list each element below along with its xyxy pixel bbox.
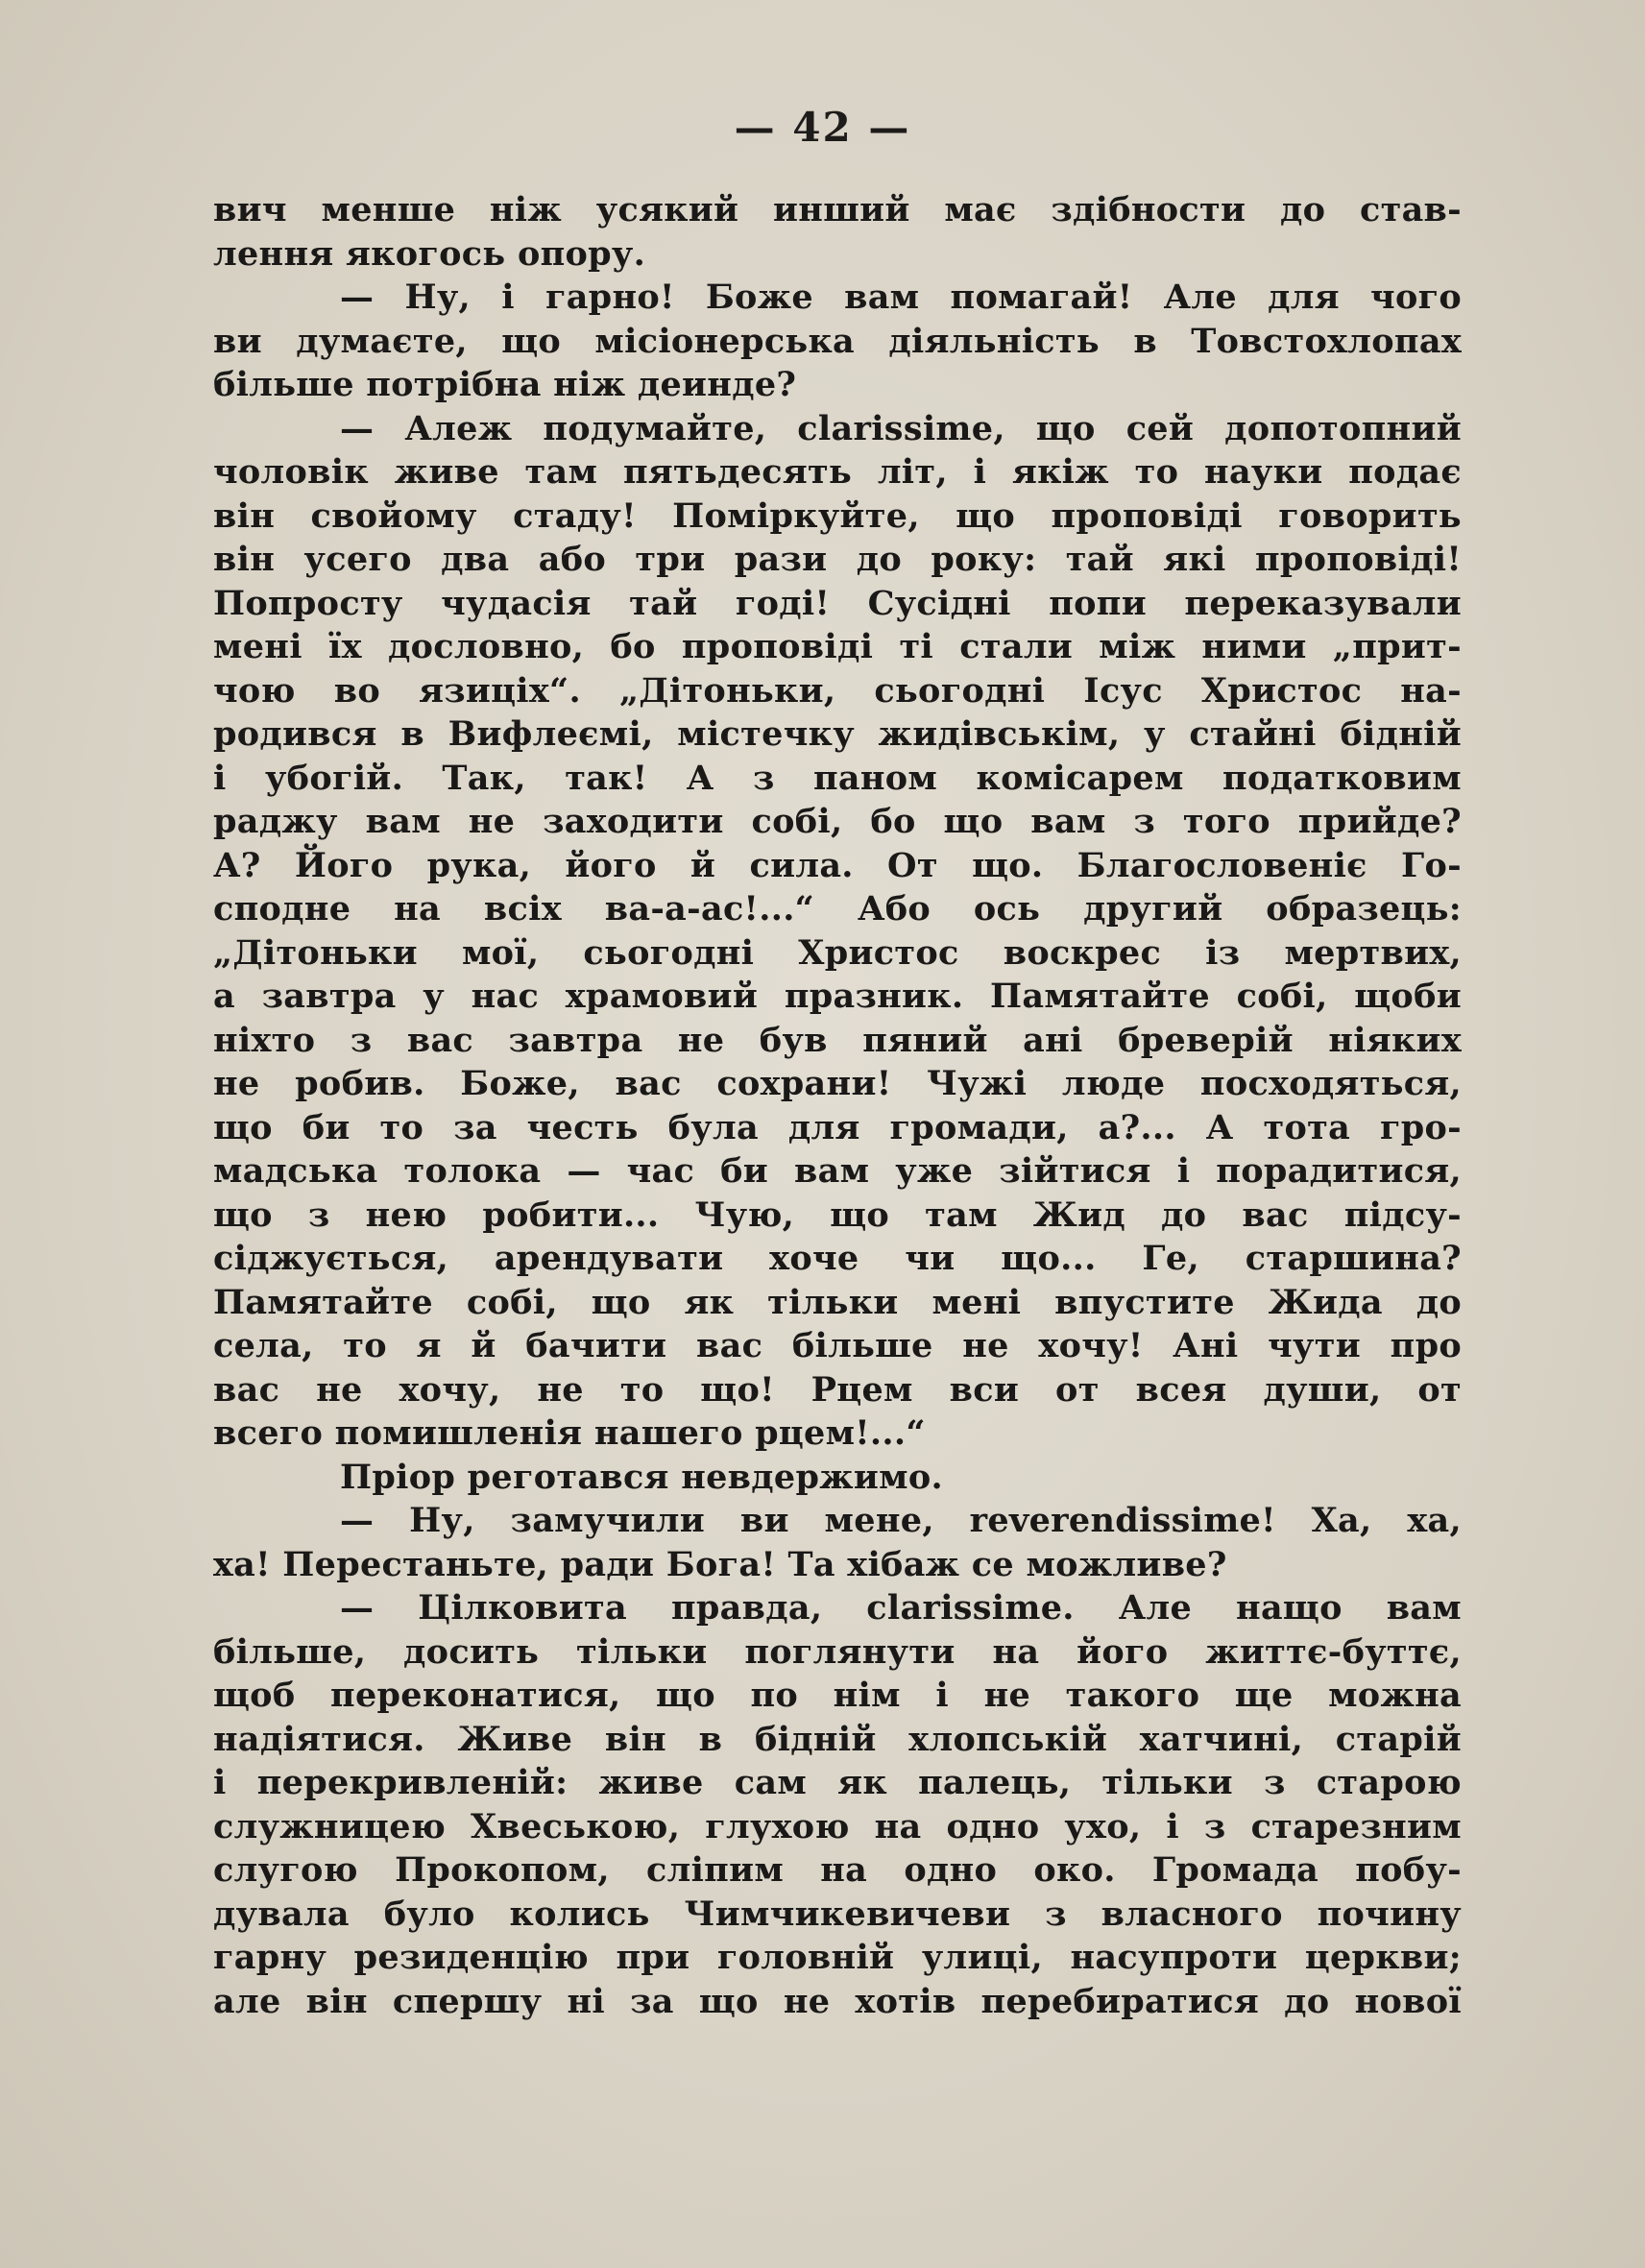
text-line: що з нею робити... Чую, що там Жид до вас підсу- <box>213 1194 1462 1235</box>
text-line: дувала було колись Чимчикевичеви з власного почину <box>213 1894 1462 1934</box>
text-line: — Ну, замучили ви мене, reverendissime! Ха, ха, <box>340 1501 1462 1540</box>
page-number: — 42 — <box>734 104 911 151</box>
text-line: А? Його рука, його й сила. От що. Благословеніє Го- <box>213 845 1462 885</box>
text-line: мені їх дословно, бо проповіді ті стали між ними „прит- <box>213 627 1462 666</box>
text-line: вас не хочу, не то що! Рцем вси от всея души, от <box>213 1369 1462 1410</box>
text-line: служницею Хвеською, глухою на одно ухо, і з старезним <box>213 1806 1462 1846</box>
text-line: чоловік живе там пятьдесять літ, і якіж то науки подає <box>213 452 1462 492</box>
text-line: села, то я й бачити вас більше не хочу! Ані чути про <box>213 1326 1462 1365</box>
text-line: що би то за честь була для громади, а?... А тота гро- <box>213 1107 1462 1147</box>
text-line: всего помишленія нашего рцем!...“ <box>213 1413 926 1453</box>
text-line: вич менше ніж усякий инший має здібности до став- <box>213 190 1462 229</box>
text-line: більше потрібна ніж деинде? <box>213 365 797 404</box>
text-line: і убогій. Так, так! А з паном комісарем податковим <box>213 758 1462 798</box>
text-line: — Цілковита правда, clarissime. Але нащо вам <box>340 1588 1462 1628</box>
text-line: мадська толока — час би вам уже зійтися і порадитися, <box>213 1151 1462 1191</box>
text-line: не робив. Боже, вас сохрани! Чужі люде посходяться, <box>213 1064 1462 1103</box>
text-line: щоб переконатися, що по нім і не такого ще можна <box>213 1676 1462 1715</box>
text-line: Попросту чудасія тай годі! Сусідні попи переказували <box>213 583 1462 623</box>
text-line: слугою Прокопом, сліпим на одно око. Громада побу- <box>213 1850 1462 1890</box>
text-line: „Дітоньки мої, сьогодні Христос воскрес із мертвих, <box>213 932 1462 973</box>
text-line: раджу вам не заходити собі, бо що вам з того прийде? <box>213 802 1462 841</box>
text-line: Памятайте собі, що як тільки мені впустите Жида до <box>213 1282 1462 1322</box>
text-line: а завтра у нас храмовий празник. Памятайте собі, щоби <box>213 977 1462 1016</box>
text-line: він усего два або три рази до року: тай які проповіді! <box>213 540 1462 579</box>
text-line: ха! Перестаньте, ради Бога! Та хібаж се можливе? <box>213 1544 1227 1584</box>
text-line: сіджується, арендувати хоче чи що... Ге, старшина? <box>213 1239 1462 1278</box>
text-line: — Ну, і гарно! Боже вам помагай! Але для чого <box>340 277 1462 317</box>
text-line: ніхто з вас завтра не був пяний ані бреверій ніяких <box>213 1020 1462 1060</box>
text-line: надіятися. Живе він в бідній хлопській хатчині, старій <box>213 1719 1462 1759</box>
text-line: Пріор реготався невдержимо. <box>340 1457 943 1497</box>
text-line: — Алеж подумайте, clarissime, що сей допотопний <box>340 408 1462 448</box>
text-line: сподне на всіх ва-а-ас!...“ Або ось другий образець: <box>213 889 1462 929</box>
text-line: чою во язиціх“. „Дітоньки, сьогодні Ісус Христос на- <box>213 670 1462 711</box>
text-line: він свойому стаду! Поміркуйте, що проповіді говорить <box>213 495 1462 536</box>
text-line: лення якогось опору. <box>213 233 646 274</box>
text-line: але він спершу ні за що не хотів перебиратися до нової <box>213 1981 1462 2021</box>
text-line: і перекривленій: живе сам як палець, тільки з старою <box>213 1763 1462 1802</box>
text-line: ви думаєте, що місіонерська діяльність в Товстохлопах <box>213 321 1462 361</box>
text-line: родився в Вифлеємі, містечку жидівськім, у стайні бідній <box>213 714 1462 754</box>
text-line: більше, досить тільки поглянути на його життє-буттє, <box>213 1631 1462 1672</box>
text-line: гарну резиденцію при головній улиці, насупроти церкви; <box>213 1938 1462 1977</box>
body-text <box>213 188 1462 2023</box>
